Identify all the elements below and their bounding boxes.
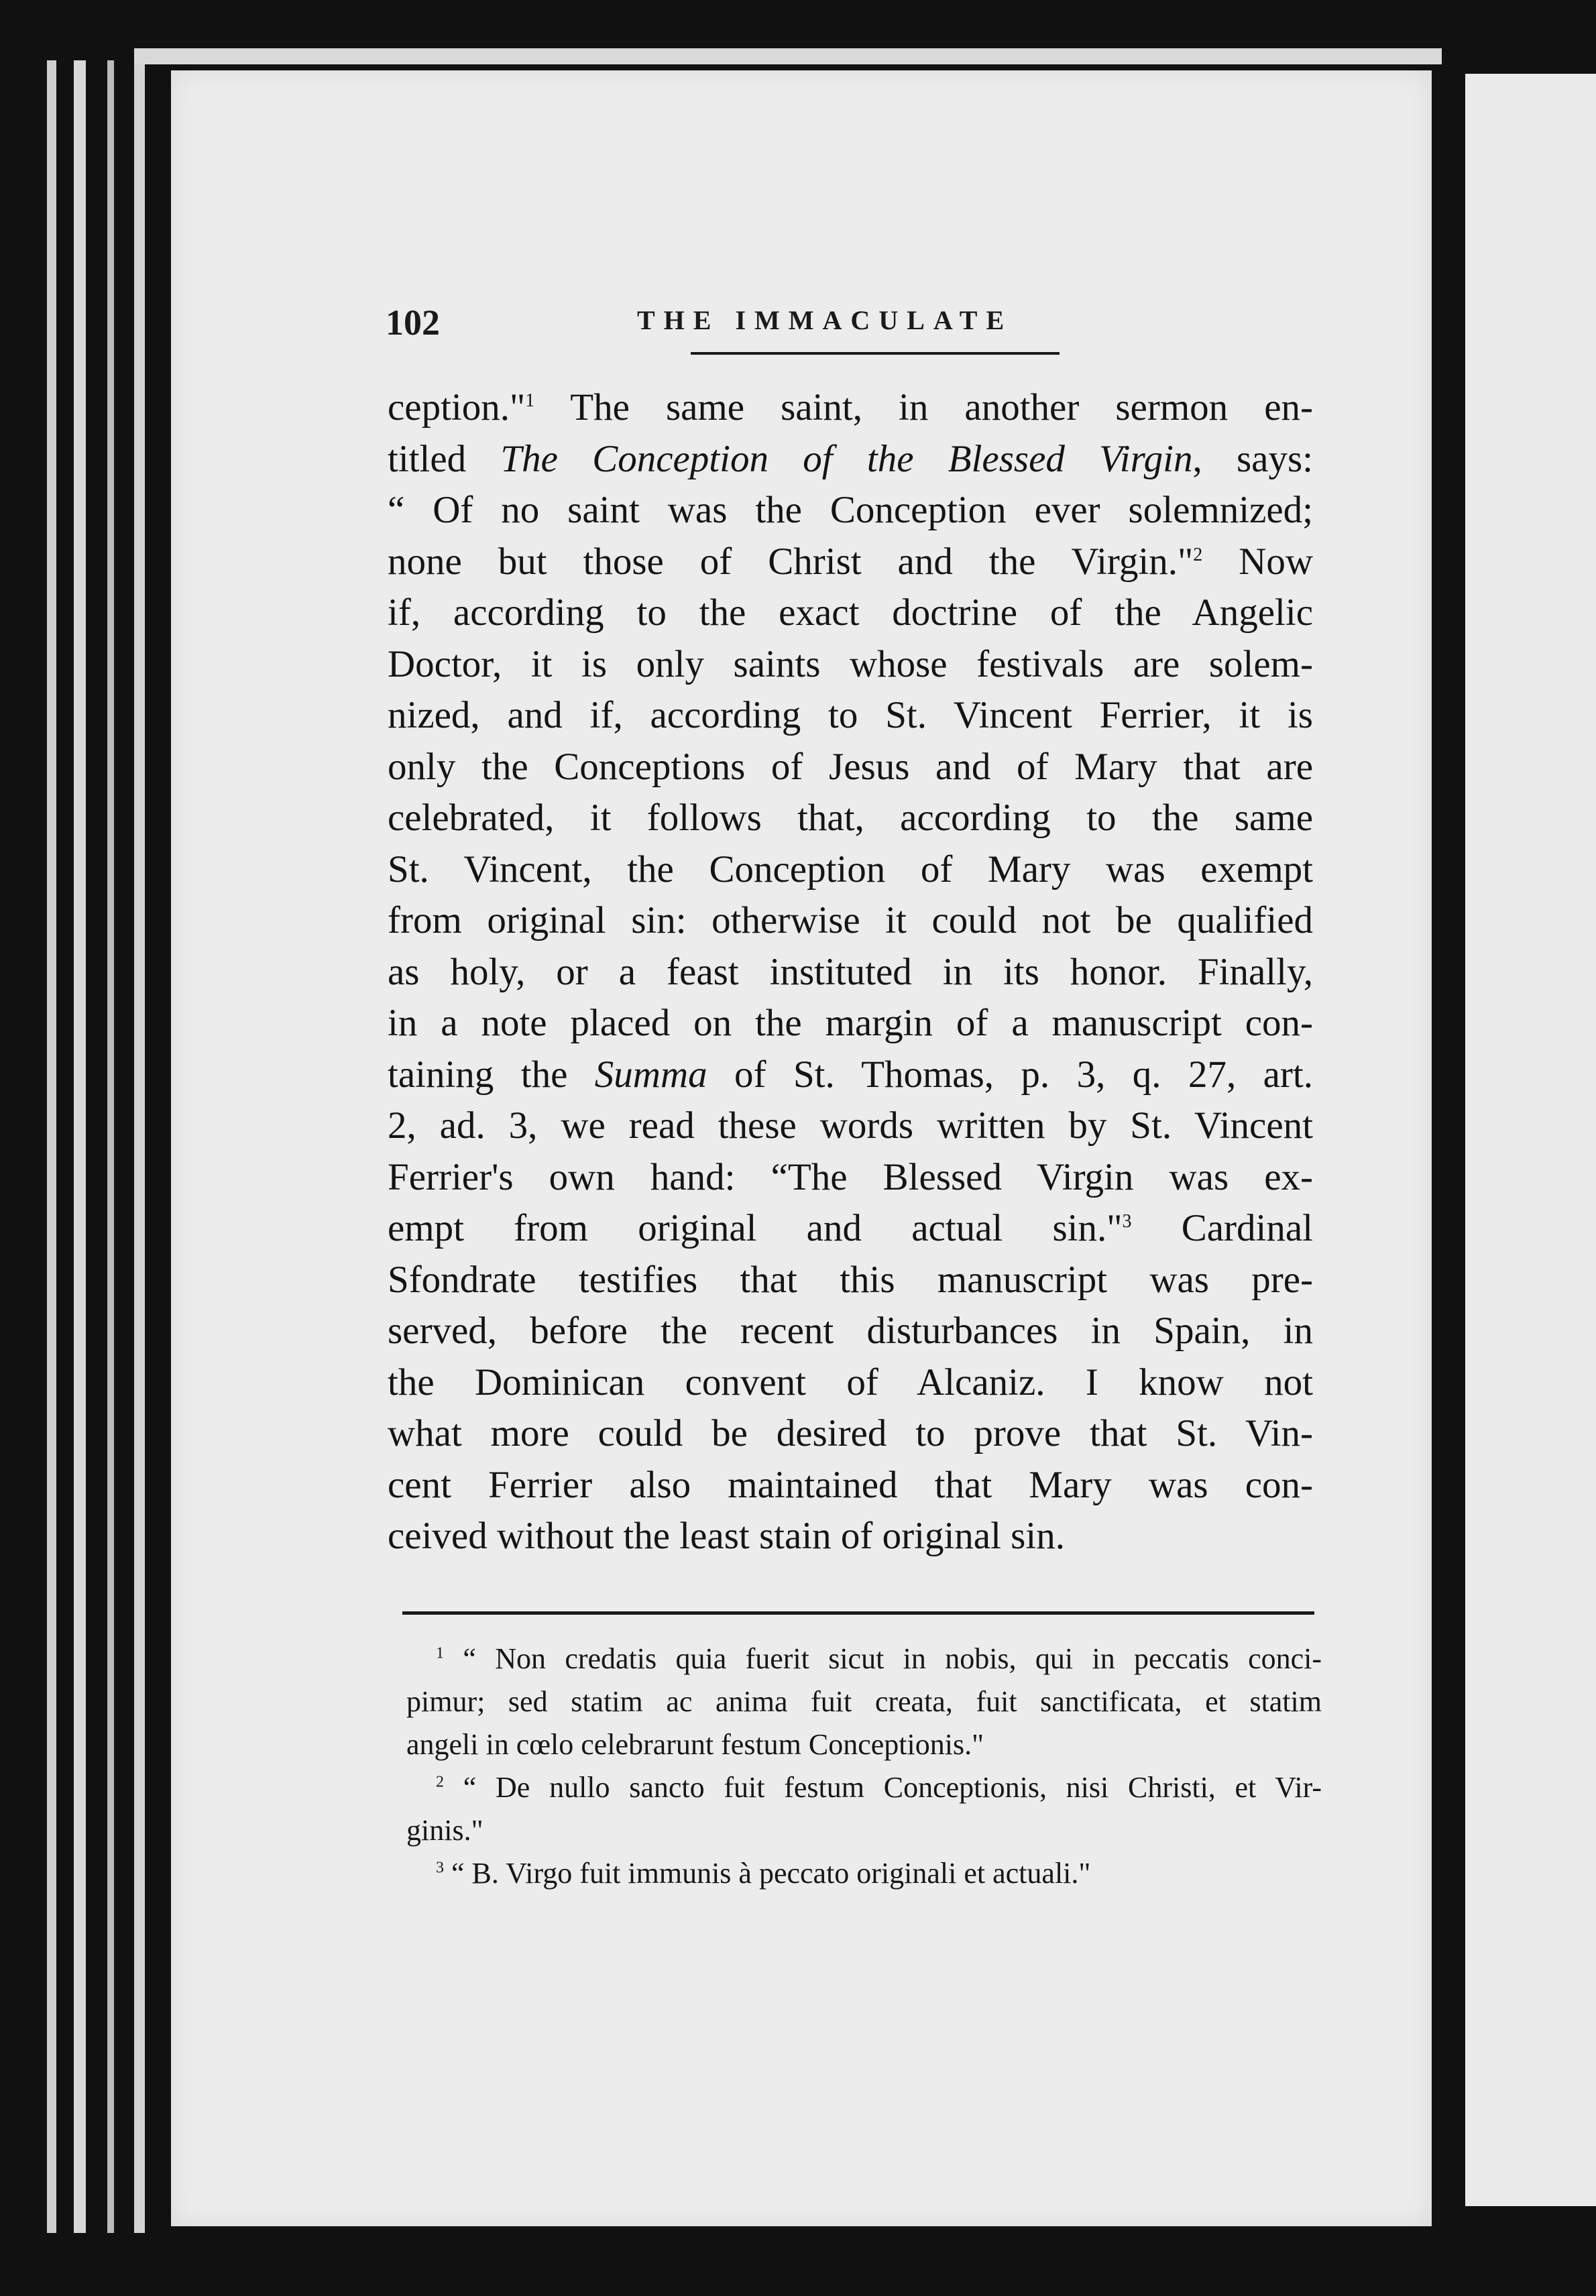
footnote-marker: 2 xyxy=(436,1773,444,1791)
body-line-text: Doctor, it is only saints whose festivals are solem- xyxy=(388,642,1313,685)
body-line xyxy=(388,895,1313,947)
footnote-line xyxy=(406,1766,1322,1809)
body-line-text: from original sin: otherwise it could not be qualified xyxy=(388,899,1313,941)
footnotes xyxy=(406,1638,1322,1895)
page-number: 102 xyxy=(386,302,440,343)
body-line-text: nized, and if, according to St. Vincent Ferrier, it is xyxy=(388,694,1313,736)
footnote-line xyxy=(406,1852,1322,1895)
italic-title: The Conception of the Blessed Virgin xyxy=(500,437,1193,480)
body-line xyxy=(388,1049,1313,1101)
footnote-text: ginis." xyxy=(406,1814,483,1847)
body-line-text: only the Conceptions of Jesus and of Mary that are xyxy=(388,745,1313,788)
body-line-text: The same saint, in another sermon en- xyxy=(534,386,1313,428)
body-line-text: ceived without the least stain of original sin. xyxy=(388,1515,1065,1557)
body-line xyxy=(388,1357,1313,1409)
binding-edge xyxy=(74,60,86,2233)
body-line-text: Sfondrate testifies that this manuscript was pre- xyxy=(388,1258,1313,1301)
header-rule xyxy=(691,352,1060,355)
body-line xyxy=(388,1255,1313,1306)
body-line xyxy=(388,1152,1313,1204)
body-line xyxy=(388,998,1313,1049)
body-line-text: served, before the recent disturbances in Spain, in xyxy=(388,1310,1313,1352)
body-line-text: Ferrier's own hand: “The Blessed Virgin was ex- xyxy=(388,1155,1313,1198)
body-line xyxy=(388,742,1313,793)
footnote-line xyxy=(406,1809,1322,1852)
footnote-rule xyxy=(402,1611,1314,1615)
body-line xyxy=(388,690,1313,742)
body-line-text: the Dominican convent of Alcaniz. I know not xyxy=(388,1361,1313,1403)
body-line xyxy=(388,1203,1313,1255)
footnote-text: “ B. Virgo fuit immunis à peccato originali et actuali." xyxy=(451,1857,1091,1890)
italic-title: Summa xyxy=(594,1053,707,1096)
body-line-text: of St. Thomas, p. 3, q. 27, art. xyxy=(707,1053,1313,1096)
footnote-marker: 3 xyxy=(436,1859,444,1877)
body-line-text: “ Of no saint was the Conception ever solemnized; xyxy=(388,489,1313,531)
binding-edge xyxy=(134,60,145,2233)
body-line xyxy=(388,1511,1313,1562)
body-line xyxy=(388,382,1313,434)
adjacent-page-edge xyxy=(1465,74,1596,2206)
binding-edge xyxy=(47,60,56,2233)
page-header xyxy=(386,295,1324,355)
footnote-marker: 1 xyxy=(436,1644,444,1662)
body-line xyxy=(388,1100,1313,1152)
body-line xyxy=(388,1408,1313,1460)
running-head: THE IMMACULATE xyxy=(637,305,1013,335)
footnote-line xyxy=(406,1638,1322,1680)
body-line-text: 2, ad. 3, we read these words written by St. Vincent xyxy=(388,1104,1313,1147)
body-line xyxy=(388,434,1313,485)
body-text xyxy=(388,382,1313,1562)
body-line-text: Now xyxy=(1202,540,1314,583)
body-line xyxy=(388,587,1313,639)
body-line-text: , says: xyxy=(1192,437,1313,480)
body-line-text: celebrated, it follows that, according to the same xyxy=(388,797,1313,839)
body-line-text: if, according to the exact doctrine of the Angelic xyxy=(388,591,1313,634)
body-line-text: ception." xyxy=(388,386,526,428)
body-line xyxy=(388,844,1313,896)
body-line xyxy=(388,947,1313,998)
body-line-text: St. Vincent, the Conception of Mary was exempt xyxy=(388,848,1313,891)
footnote-line xyxy=(406,1723,1322,1766)
body-line-text: none but those of Christ and the Virgin." xyxy=(388,540,1194,583)
body-line-text: titled xyxy=(388,437,501,480)
body-line-text: cent Ferrier also maintained that Mary was con- xyxy=(388,1463,1313,1506)
binding-edge xyxy=(107,60,114,2233)
body-line-text: as holy, or a feast instituted in its honor. Finally, xyxy=(388,950,1313,993)
footnote-line xyxy=(406,1680,1322,1723)
body-line-text: empt from original and actual sin." xyxy=(388,1207,1123,1249)
body-line-text: Cardinal xyxy=(1131,1207,1313,1249)
body-line-text: in a note placed on the margin of a manuscript con- xyxy=(388,1002,1313,1044)
footnote-reference: 3 xyxy=(1122,1211,1132,1232)
footnote-reference: 2 xyxy=(1193,544,1203,565)
body-line xyxy=(388,1460,1313,1511)
footnote-text: “ De nullo sancto fuit festum Conceptionis, nisi Christi, et Vir- xyxy=(463,1771,1322,1804)
body-line-text: what more could be desired to prove that St. Vin- xyxy=(388,1412,1313,1454)
page-top-edge xyxy=(134,48,1442,64)
body-line xyxy=(388,536,1313,588)
body-line xyxy=(388,639,1313,691)
body-line xyxy=(388,485,1313,536)
body-line xyxy=(388,793,1313,844)
footnote-reference: 1 xyxy=(525,390,535,411)
footnote-text: pimur; sed statim ac anima fuit creata, fuit sanctificata, et statim xyxy=(406,1685,1322,1718)
footnote-text: angeli in cœlo celebrarunt festum Conceptionis." xyxy=(406,1728,984,1761)
body-line xyxy=(388,1306,1313,1357)
footnote-text: “ Non credatis quia fuerit sicut in nobis, qui in peccatis conci- xyxy=(463,1642,1322,1675)
body-line-text: taining the xyxy=(388,1053,595,1096)
